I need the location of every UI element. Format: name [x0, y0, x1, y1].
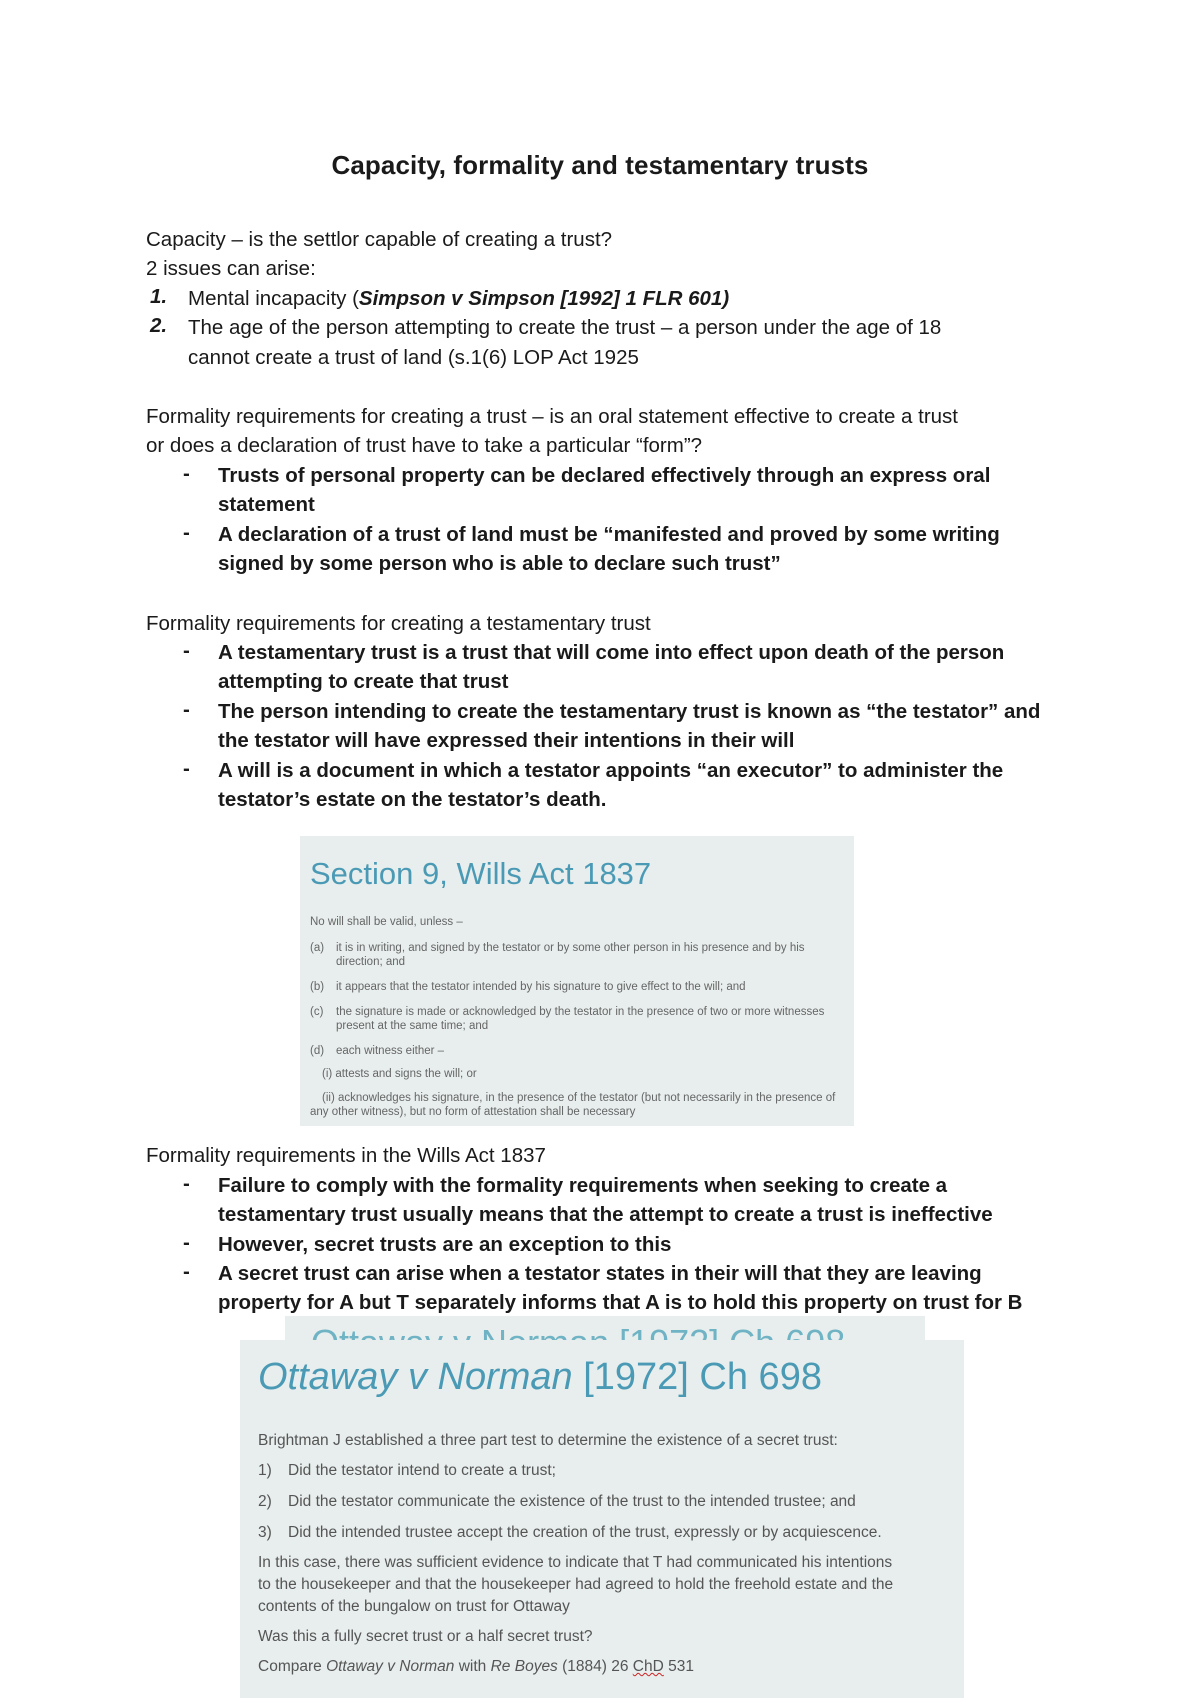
list-item: A declaration of a trust of land must be “manifested and proved by some writing: [218, 523, 1000, 546]
list-item-continuation: signed by some person who is able to declare such trust”: [218, 552, 781, 575]
slide-title: [258, 1356, 822, 1399]
slide-text: (i) attests and signs the will; or: [322, 1068, 477, 1080]
list-item: Trusts of personal property can be declared effectively through an express oral: [218, 464, 991, 487]
page-title: Capacity, formality and testamentary trusts: [331, 150, 869, 180]
case-citation: Simpson v Simpson [1992] 1 FLR 601): [358, 287, 730, 310]
list-item-continuation: attempting to create that trust: [218, 670, 509, 693]
bullet-dash: -: [183, 521, 190, 544]
slide-text: Brightman J established a three part test to determine the existence of a secret trust:: [258, 1432, 838, 1449]
slide-title-case: Ottaway v Norman: [258, 1356, 573, 1398]
list-item-text: Mental incapacity (: [188, 287, 359, 310]
list-number: 1.: [150, 285, 168, 308]
formality-heading-cont: or does a declaration of trust have to take a particular “form”?: [146, 434, 703, 457]
bullet-dash: -: [183, 462, 190, 485]
slide-text: present at the same time; and: [336, 1020, 489, 1032]
slide-text: each witness either –: [336, 1045, 445, 1057]
partial-slide-image: [285, 1316, 925, 1342]
list-item-continuation: cannot create a trust of land (s.1(6) LOP Act 1925: [188, 346, 639, 369]
slide-text: In this case, there was sufficient evidence to indicate that T had communicated his intentions: [258, 1554, 893, 1571]
slide-text: the signature is made or acknowledged by the testator in the presence of two or more witnesses: [336, 1006, 825, 1018]
spellcheck-flag: ChD: [632, 1658, 664, 1675]
slide-text: to the housekeeper and that the housekeeper had agreed to hold the freehold estate and the: [258, 1576, 894, 1593]
slide-label: (c): [310, 1006, 324, 1018]
list-item-continuation: property for A but T separately informs that A is to hold this property on trust for B: [218, 1291, 1023, 1314]
list-item: A secret trust can arise when a testator states in their will that they are leaving: [218, 1262, 982, 1285]
list-item: The person intending to create the testamentary trust is known as “the testator” and: [218, 700, 1041, 723]
list-item-continuation: testator’s estate on the testator’s death.: [218, 788, 607, 811]
text-fragment: with: [454, 1658, 491, 1675]
wills-act-heading: Formality requirements in the Wills Act 1837: [146, 1144, 546, 1167]
testamentary-heading: Formality requirements for creating a testamentary trust: [146, 612, 651, 635]
list-item-continuation: testamentary trust usually means that the attempt to create a trust is ineffective: [218, 1203, 993, 1226]
slide-text: (ii) acknowledges his signature, in the presence of the testator (but not necessarily in the presence of: [322, 1092, 836, 1104]
slide-text: Did the testator communicate the existence of the trust to the intended trustee; and: [288, 1493, 856, 1510]
slide-text: [258, 1658, 694, 1676]
list-item-continuation: statement: [218, 493, 315, 516]
text-fragment: (1884) 26: [557, 1658, 633, 1675]
text-fragment: Compare: [258, 1658, 327, 1675]
case-name: Ottaway v Norman: [326, 1658, 455, 1675]
list-item-continuation: the testator will have expressed their intentions in their will: [218, 729, 795, 752]
slide-label: 1): [258, 1462, 272, 1479]
capacity-heading: Capacity – is the settlor capable of creating a trust?: [146, 228, 613, 251]
capacity-intro: 2 issues can arise:: [146, 257, 316, 280]
formality-heading: Formality requirements for creating a trust – is an oral statement effective to create a trust: [146, 405, 959, 428]
slide-text: Was this a fully secret trust or a half secret trust?: [258, 1628, 593, 1645]
slide-text: direction; and: [336, 956, 406, 968]
text-fragment: 531: [663, 1658, 694, 1675]
slide-label: (a): [310, 942, 325, 954]
slide-text: Did the intended trustee accept the creation of the trust, expressly or by acquiescence.: [288, 1524, 882, 1541]
slide-label: 2): [258, 1493, 272, 1510]
slide-text: it appears that the testator intended by his signature to give effect to the will; and: [336, 981, 746, 993]
bullet-dash: -: [183, 1231, 190, 1254]
slide-label: (d): [310, 1045, 325, 1057]
slide-text: Did the testator intend to create a trust;: [288, 1462, 556, 1479]
list-item: A testamentary trust is a trust that will come into effect upon death of the person: [218, 641, 1005, 664]
list-item: [188, 285, 729, 313]
list-item: However, secret trusts are an exception to this: [218, 1233, 672, 1256]
list-item: The age of the person attempting to create the trust – a person under the age of 18: [188, 316, 942, 339]
slide-label: (b): [310, 981, 325, 993]
case-name: Re Boyes: [490, 1658, 558, 1675]
bullet-dash: -: [183, 698, 190, 721]
slide-text: contents of the bungalow on trust for Ottaway: [258, 1598, 570, 1615]
list-item: A will is a document in which a testator appoints “an executor” to administer the: [218, 759, 1004, 782]
bullet-dash: -: [183, 757, 190, 780]
slide-label: 3): [258, 1524, 272, 1541]
slide-text: No will shall be valid, unless –: [310, 916, 463, 928]
slide-text: it is in writing, and signed by the testator or by some other person in his presence and by his: [336, 942, 805, 954]
bullet-dash: -: [183, 1172, 190, 1195]
slide-title-citation: [1972] Ch 698: [572, 1356, 822, 1398]
ottaway-slide-image: [240, 1340, 964, 1698]
list-item: Failure to comply with the formality requirements when seeking to create a: [218, 1174, 948, 1197]
slide-title: Section 9, Wills Act 1837: [310, 856, 652, 891]
wills-act-slide-image: [300, 836, 854, 1126]
bullet-dash: -: [183, 1260, 190, 1283]
bullet-dash: -: [183, 639, 190, 662]
list-number: 2.: [150, 314, 168, 337]
slide-text: any other witness), but no form of attestation shall be necessary: [310, 1106, 636, 1118]
